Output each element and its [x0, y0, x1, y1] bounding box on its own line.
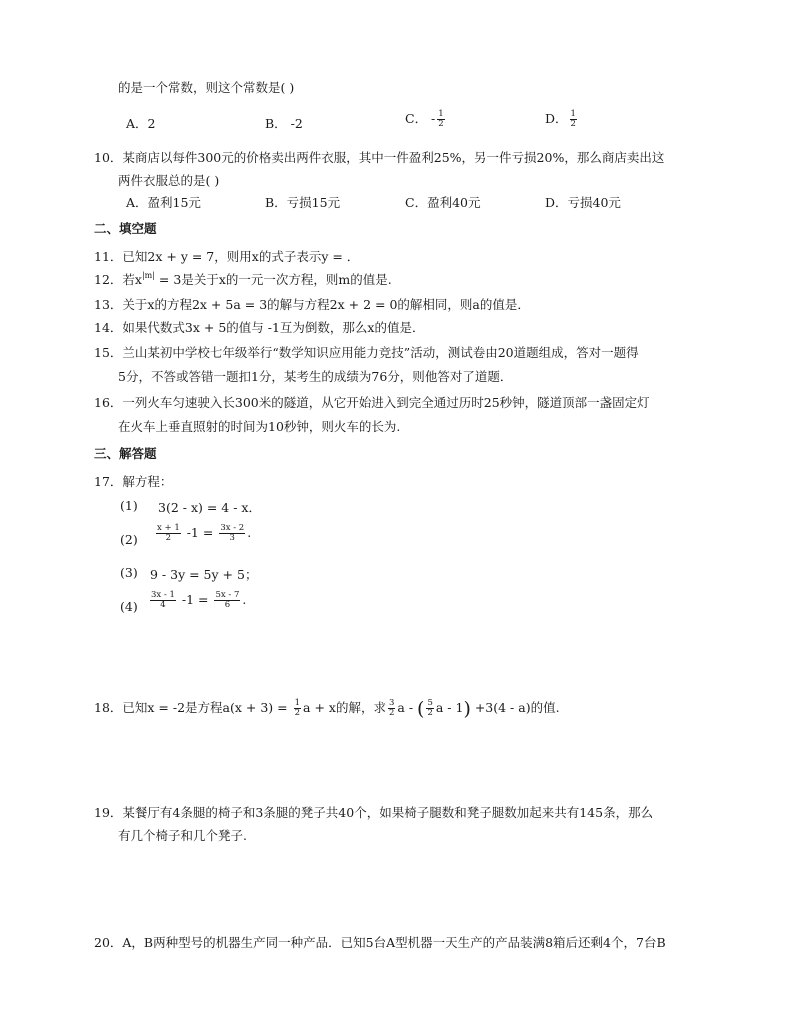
- q17-part2-label: (2): [120, 532, 138, 547]
- q16-line2: 在火车上垂直照射的时间为10秒钟，则火车的长为.: [118, 419, 401, 434]
- q20-line1: 20．A，B两种型号的机器生产同一种产品．已知5台A型机器一天生产的产品装满8箱后还剩4个，7台B: [94, 935, 666, 950]
- fraction: $\frac{3x - 2}{3}$: [220, 523, 245, 543]
- q17-part4-label: (4): [120, 599, 138, 614]
- q16-line1: 16．一列火车匀速驶入长300米的隧道，从它开始进入到完全通过历时25秒钟，隧道顶部一盏固定灯: [94, 395, 650, 410]
- fraction: $\frac{3}{2}$: [388, 698, 395, 718]
- q13: 13．关于x的方程2x + 5a = 3的解与方程2x + 2 = 0的解相同，则a的值是．: [94, 297, 530, 312]
- q17-part1-equation: 3(2 - x) = 4 - x．: [158, 500, 261, 515]
- q10-option-d: D．亏损40元: [545, 195, 621, 210]
- q9-option-a: A．2: [126, 116, 156, 131]
- q14: 14．如果代数式3x + 5的值与 -1互为倒数，那么x的值是．: [94, 320, 425, 335]
- q17-part2-equation: $\frac{x + 1}{2}$ -1 = $\frac{3x - 2}{3}$ .: [157, 523, 252, 543]
- fraction: $\frac{x + 1}{2}$: [157, 523, 180, 543]
- q10-option-a: A．盈利15元: [126, 195, 201, 210]
- q9-option-b: B． -2: [265, 116, 303, 131]
- fraction: $\frac{3x - 1}{4}$: [151, 590, 175, 610]
- q9-text: 的是一个常数，则这个常数是( ): [118, 80, 295, 95]
- q17-title: 17．解方程：: [94, 474, 173, 489]
- section-title-fill-in: 二、填空题: [94, 221, 157, 236]
- q19-line1: 19．某餐厅有4条腿的椅子和3条腿的凳子共40个，如果椅子腿数和凳子腿数加起来共有145条，那么: [94, 805, 654, 820]
- q10-option-c: C．盈利40元: [405, 195, 481, 210]
- q18: 18．已知x = -2是方程a(x + 3) = $\frac{1}{2}$ a + x的解，求 $\frac{3}{2}$ a - ( $\frac{5}{2}$ a - 1) +3(4 - a)的值.: [94, 698, 560, 720]
- fraction: $\frac{5}{2}$: [427, 698, 433, 718]
- q19-line2: 有几个椅子和几个凳子.: [118, 828, 247, 843]
- fraction: $\frac{1}{2}$: [570, 109, 576, 129]
- q15-line1: 15．兰山某初中学校七年级举行“数学知识应用能力竞技”活动，测试卷由20道题组成，答对一题得: [94, 345, 639, 360]
- section-title-answer: 三、解答题: [94, 446, 157, 461]
- q10-line2: 两件衣服总的是( ): [118, 173, 220, 188]
- q17-part4-equation: $\frac{3x - 1}{4}$ -1 = $\frac{5x - 7}{6}$ .: [151, 590, 247, 610]
- fraction: $\frac{1}{2}$: [294, 698, 301, 718]
- q17-part3-label: (3): [120, 565, 138, 580]
- fraction: $\frac{5x - 7}{6}$: [215, 590, 240, 610]
- q9-option-d: D． $\frac{1}{2}$: [545, 109, 576, 129]
- q12: 12．若$x^{|m|} = 3$是关于x的一元一次方程，则m的值是.: [94, 271, 392, 287]
- fraction: $\frac{1}{2}$: [438, 109, 444, 129]
- q9-option-c: C． - $\frac{1}{2}$: [405, 109, 444, 129]
- q17-part1-label: (1): [120, 498, 138, 513]
- q10-option-b: B．亏损15元: [265, 195, 341, 210]
- q11: 11．已知2x + y = 7，则用x的式子表示y = ．: [94, 249, 360, 264]
- q17-part3-equation: 9 - 3y = 5y + 5；: [150, 567, 258, 582]
- q15-line2: 5分，不答或答错一题扣1分，某考生的成绩为76分，则他答对了道题．: [118, 369, 513, 384]
- q10-line1: 10．某商店以每件300元的价格卖出两件衣服，其中一件盈利25%，另一件亏损20%，那么商店卖出这: [94, 150, 665, 165]
